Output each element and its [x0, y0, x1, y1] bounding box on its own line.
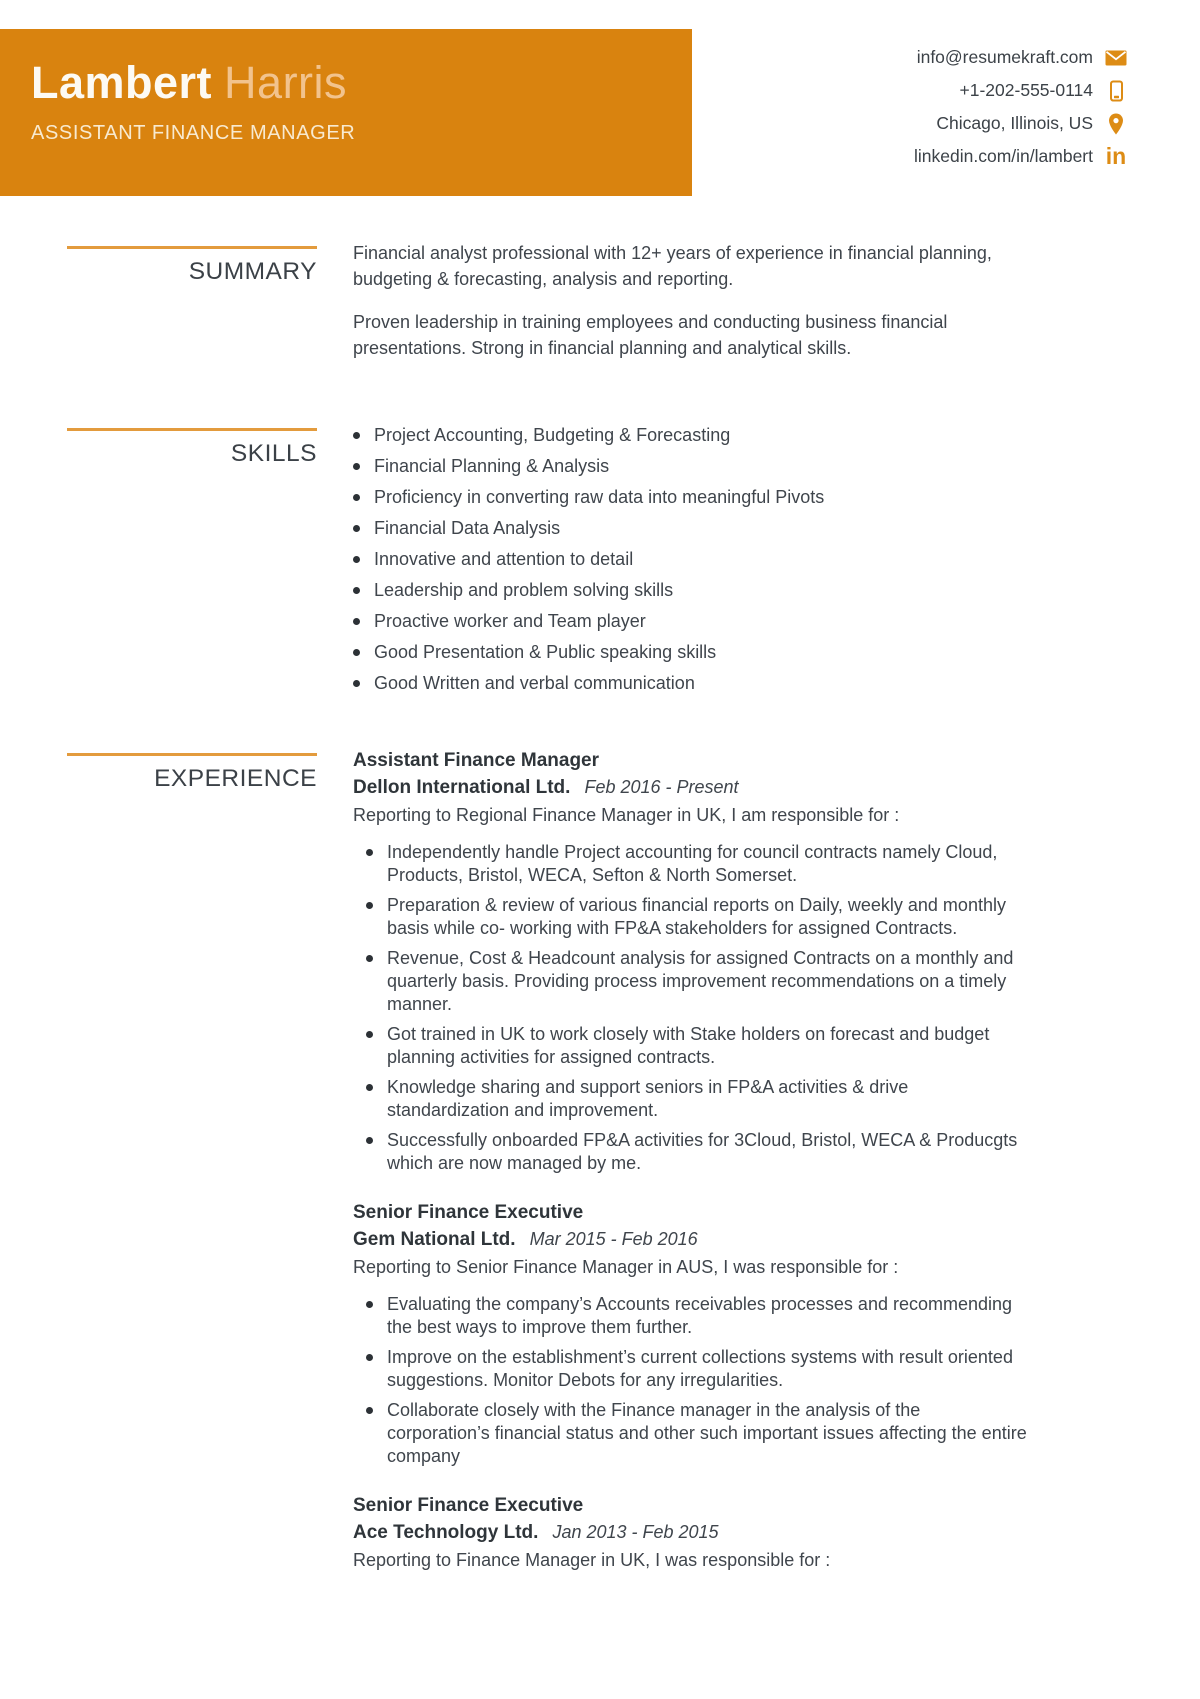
job-role: Assistant Finance Manager — [353, 750, 600, 771]
job-bullet-text: Successfully onboarded FP&A activities for 3Cloud, Bristol, WECA & Producgts which are now managed by me. — [387, 1130, 1018, 1173]
skill-text: Financial Data Analysis — [374, 518, 561, 538]
job-bullet-item — [366, 1129, 1028, 1175]
job-intro: Reporting to Senior Finance Manager in AUS, I was responsible for : — [353, 1257, 899, 1277]
bullet-dot — [366, 1407, 373, 1414]
linkedin-icon: in — [1105, 143, 1127, 169]
job-bullet-text: Revenue, Cost & Headcount analysis for assigned Contracts on a monthly and quarterly basis. Providing process improvement recommendations on a timely manner. — [387, 948, 1014, 1014]
skill-text: Good Written and verbal communication — [374, 673, 695, 693]
job-entry — [353, 1492, 1058, 1573]
skill-item — [353, 610, 1053, 632]
contact-block — [914, 41, 1128, 173]
skill-item — [353, 517, 1053, 539]
bullet-dot — [366, 1301, 373, 1308]
skill-text: Proficiency in converting raw data into meaningful Pivots — [374, 487, 825, 507]
contact-location-text: Chicago, Illinois, US — [936, 113, 1093, 133]
bullet-dot — [366, 1354, 373, 1361]
experience-heading-cell — [0, 747, 317, 1597]
skill-text: Innovative and attention to detail — [374, 549, 634, 569]
job-bullet-text: Improve on the establishment’s current collections systems with result oriented suggestions. Monitor Debots for any irregularities. — [387, 1347, 1013, 1390]
job-bullet-item — [366, 947, 1028, 1016]
job-dates: Feb 2016 - Present — [584, 777, 739, 797]
bullet-dot — [353, 494, 360, 501]
last-name: Harris — [224, 57, 348, 108]
job-bullet-list — [353, 1293, 1058, 1468]
job-company: Ace Technology Ltd. — [353, 1522, 539, 1543]
bullet-dot — [366, 902, 373, 909]
job-company-line — [353, 1226, 1058, 1254]
job-intro: Reporting to Regional Finance Manager in UK, I am responsible for : — [353, 805, 900, 825]
section-rule — [67, 753, 317, 756]
email-icon — [1104, 46, 1128, 70]
job-bullet-item — [366, 1399, 1028, 1468]
skill-text: Proactive worker and Team player — [374, 611, 646, 631]
first-name: Lambert — [31, 57, 213, 108]
job-company: Gem National Ltd. — [353, 1229, 516, 1250]
location-pin-icon — [1104, 112, 1128, 136]
skill-item — [353, 548, 1053, 570]
bullet-dot — [353, 587, 360, 594]
contact-phone-text: +1-202-555-0114 — [959, 80, 1093, 100]
job-company: Dellon International Ltd. — [353, 777, 571, 798]
skill-text: Leadership and problem solving skills — [374, 580, 674, 600]
skill-item — [353, 672, 1053, 694]
skill-item — [353, 424, 1053, 446]
contact-phone[interactable] — [914, 74, 1128, 107]
bullet-dot — [366, 1137, 373, 1144]
job-company-line — [353, 774, 1058, 802]
summary-text — [353, 240, 1058, 378]
section-rule — [67, 428, 317, 431]
contact-location[interactable] — [914, 107, 1128, 140]
skill-item — [353, 579, 1053, 601]
resume-body — [0, 240, 1200, 1597]
job-role: Senior Finance Executive — [353, 1202, 584, 1223]
job-bullet-text: Evaluating the company’s Accounts receivables processes and recommending the best ways to improve them further. — [387, 1294, 1013, 1337]
section-title-summary: SUMMARY — [188, 258, 317, 285]
skill-text: Financial Planning & Analysis — [374, 456, 610, 476]
job-bullet-list — [353, 841, 1058, 1175]
job-dates: Mar 2015 - Feb 2016 — [529, 1229, 698, 1249]
job-bullet-text: Collaborate closely with the Finance manager in the analysis of the corporation’s financial status and other such important issues affecting the entire company — [387, 1400, 1027, 1466]
job-bullet-text: Preparation & review of various financial reports on Daily, weekly and monthly basis while co- working with FP&A stakeholders for assigned Contracts. — [387, 895, 1006, 938]
bullet-dot — [353, 432, 360, 439]
section-summary — [0, 240, 1200, 378]
job-bullet-item — [366, 1076, 1028, 1122]
section-rule — [67, 246, 317, 249]
job-role: Senior Finance Executive — [353, 1495, 584, 1516]
section-title-experience: EXPERIENCE — [154, 765, 317, 792]
job-bullet-text: Knowledge sharing and support seniors in FP&A activities & drive standardization and improvement. — [387, 1077, 909, 1120]
header-job-title: ASSISTANT FINANCE MANAGER — [31, 121, 356, 144]
skills-heading-cell — [0, 422, 317, 703]
bullet-dot — [353, 618, 360, 625]
job-bullet-item — [366, 1023, 1028, 1069]
contact-linkedin[interactable] — [914, 140, 1128, 173]
job-intro: Reporting to Finance Manager in UK, I was responsible for : — [353, 1550, 831, 1570]
job-bullet-item — [366, 841, 1028, 887]
contact-email-text: info@resumekraft.com — [916, 47, 1093, 67]
bullet-dot — [353, 463, 360, 470]
section-skills — [0, 422, 1200, 703]
jobs-list — [353, 747, 1058, 1597]
skill-item — [353, 486, 1053, 508]
bullet-dot — [366, 1084, 373, 1091]
summary-paragraph: Proven leadership in training employees and conducting business financial presentations. Strong in financial planning and analytical skills. — [353, 312, 948, 358]
summary-paragraph: Financial analyst professional with 12+ years of experience in financial planning, budgeting & forecasting, analysis and reporting. — [353, 243, 992, 289]
summary-heading-cell — [0, 240, 317, 378]
bullet-dot — [353, 556, 360, 563]
job-entry — [353, 747, 1058, 1175]
job-bullet-text: Independently handle Project accounting for council contracts namely Cloud, Products, Bristol, WECA, Sefton & North Somerset. — [387, 842, 998, 885]
contact-linkedin-text: linkedin.com/in/lambert — [914, 146, 1093, 166]
skill-text: Project Accounting, Budgeting & Forecasting — [374, 425, 731, 445]
skill-text: Good Presentation & Public speaking skills — [374, 642, 717, 662]
bullet-dot — [353, 649, 360, 656]
person-name — [31, 57, 692, 109]
bullet-dot — [366, 849, 373, 856]
bullet-dot — [366, 955, 373, 962]
job-bullet-item — [366, 1346, 1028, 1392]
section-experience — [0, 747, 1200, 1597]
section-title-skills: SKILLS — [230, 440, 317, 467]
bullet-dot — [353, 680, 360, 687]
skill-item — [353, 455, 1053, 477]
job-bullet-text: Got trained in UK to work closely with Stake holders on forecast and budget planning activities for assigned contracts. — [387, 1024, 990, 1067]
phone-icon — [1104, 79, 1128, 103]
contact-email[interactable] — [914, 41, 1128, 74]
bullet-dot — [353, 525, 360, 532]
job-bullet-item — [366, 894, 1028, 940]
job-entry — [353, 1199, 1058, 1468]
skills-list — [353, 424, 1058, 703]
job-dates: Jan 2013 - Feb 2015 — [552, 1522, 719, 1542]
skill-item — [353, 641, 1053, 663]
job-bullet-item — [366, 1293, 1028, 1339]
job-company-line — [353, 1519, 1058, 1547]
bullet-dot — [366, 1031, 373, 1038]
header-band — [0, 29, 692, 196]
